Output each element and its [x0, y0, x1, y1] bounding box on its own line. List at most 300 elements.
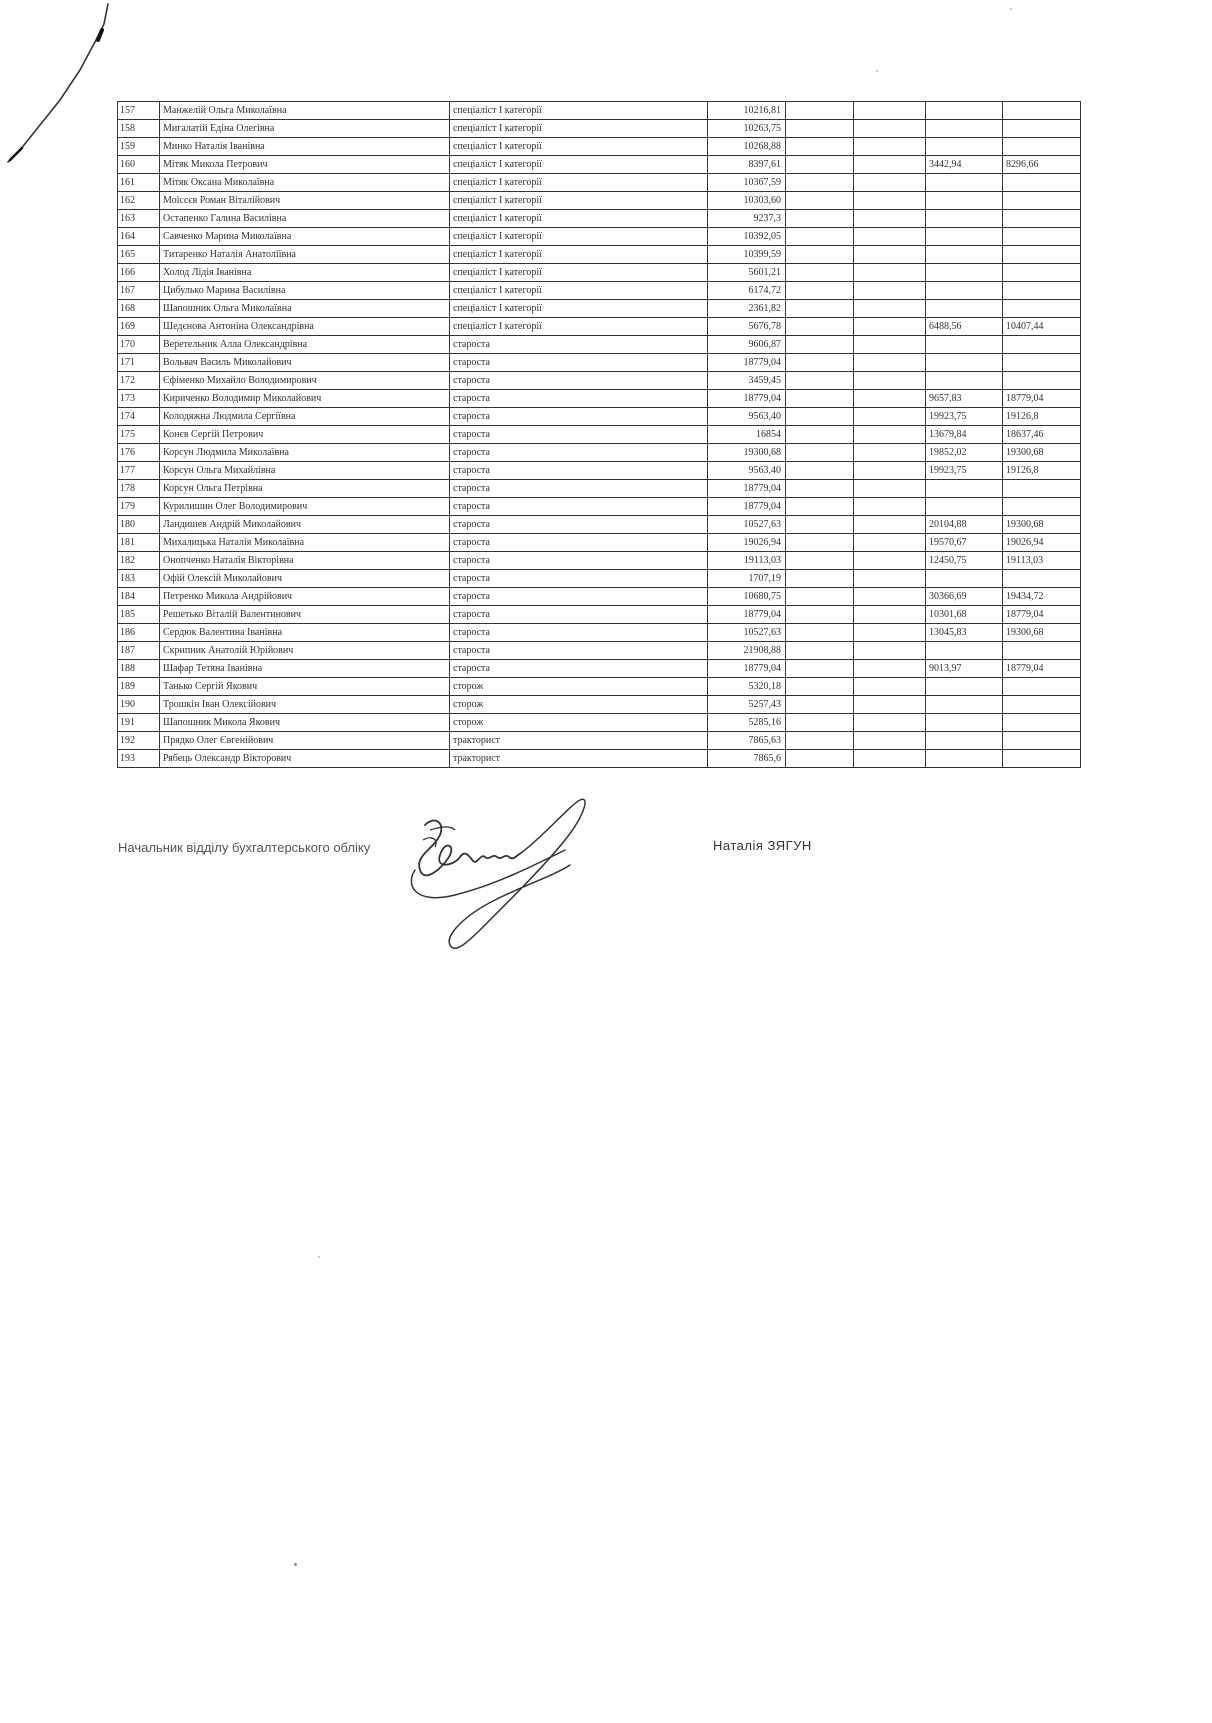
- table-row: [118, 624, 1081, 642]
- amount-cell: 10303,60: [708, 192, 786, 210]
- amount-cell: 18779,04: [708, 480, 786, 498]
- row-number: 184: [118, 588, 160, 606]
- row-number: 178: [118, 480, 160, 498]
- employee-name: Скрипник Анатолій Юрійович: [160, 642, 450, 660]
- extra-cell-4: [1003, 714, 1081, 732]
- extra-cell-3: 19570,67: [926, 534, 1003, 552]
- employee-position: спеціаліст І категорії: [450, 120, 708, 138]
- extra-cell-4: 18779,04: [1003, 660, 1081, 678]
- extra-cell-1: [786, 426, 854, 444]
- extra-cell-2: [854, 444, 926, 462]
- row-number: 189: [118, 678, 160, 696]
- extra-cell-2: [854, 570, 926, 588]
- employee-name: Титаренко Наталія Анатоліївна: [160, 246, 450, 264]
- row-number: 181: [118, 534, 160, 552]
- extra-cell-4: [1003, 246, 1081, 264]
- extra-cell-1: [786, 570, 854, 588]
- employee-position: спеціаліст І категорії: [450, 174, 708, 192]
- table-row: [118, 660, 1081, 678]
- employee-name: Корсун Людмила Миколаївна: [160, 444, 450, 462]
- extra-cell-1: [786, 120, 854, 138]
- signer-position: Начальник відділу бухгалтерського обліку: [118, 840, 371, 855]
- extra-cell-2: [854, 300, 926, 318]
- employee-position: староста: [450, 660, 708, 678]
- amount-cell: 10367,59: [708, 174, 786, 192]
- extra-cell-4: 19126,8: [1003, 408, 1081, 426]
- row-number: 170: [118, 336, 160, 354]
- employee-name: Корсун Ольга Петрівна: [160, 480, 450, 498]
- extra-cell-2: [854, 120, 926, 138]
- employee-name: Офій Олексій Миколайович: [160, 570, 450, 588]
- table-row: [118, 336, 1081, 354]
- extra-cell-4: [1003, 264, 1081, 282]
- employee-position: староста: [450, 480, 708, 498]
- table-row: [118, 714, 1081, 732]
- extra-cell-3: [926, 300, 1003, 318]
- employee-position: староста: [450, 390, 708, 408]
- extra-cell-2: [854, 318, 926, 336]
- amount-cell: 9237,3: [708, 210, 786, 228]
- employee-name: Вольвач Василь Миколайович: [160, 354, 450, 372]
- amount-cell: 21908,88: [708, 642, 786, 660]
- extra-cell-1: [786, 498, 854, 516]
- employee-position: спеціаліст І категорії: [450, 300, 708, 318]
- extra-cell-3: [926, 642, 1003, 660]
- table-row: [118, 642, 1081, 660]
- employee-position: тракторист: [450, 732, 708, 750]
- extra-cell-1: [786, 156, 854, 174]
- extra-cell-3: 30366,69: [926, 588, 1003, 606]
- employee-position: спеціаліст І категорії: [450, 246, 708, 264]
- amount-cell: 1707,19: [708, 570, 786, 588]
- extra-cell-4: [1003, 354, 1081, 372]
- extra-cell-1: [786, 606, 854, 624]
- extra-cell-3: 19923,75: [926, 462, 1003, 480]
- row-number: 158: [118, 120, 160, 138]
- extra-cell-4: [1003, 750, 1081, 768]
- table-row: [118, 750, 1081, 768]
- table-row: [118, 120, 1081, 138]
- extra-cell-4: 19300,68: [1003, 624, 1081, 642]
- employee-name: Манжелій Ольга Миколаївна: [160, 102, 450, 120]
- amount-cell: 3459,45: [708, 372, 786, 390]
- extra-cell-1: [786, 210, 854, 228]
- table-row: [118, 282, 1081, 300]
- employee-position: староста: [450, 462, 708, 480]
- extra-cell-1: [786, 192, 854, 210]
- employee-position: спеціаліст І категорії: [450, 192, 708, 210]
- extra-cell-2: [854, 354, 926, 372]
- extra-cell-1: [786, 264, 854, 282]
- amount-cell: 10399,59: [708, 246, 786, 264]
- table-row: [118, 102, 1081, 120]
- extra-cell-1: [786, 318, 854, 336]
- table-row: [118, 534, 1081, 552]
- extra-cell-3: 10301,68: [926, 606, 1003, 624]
- employee-name: Решетько Віталій Валентинович: [160, 606, 450, 624]
- amount-cell: 10527,63: [708, 624, 786, 642]
- pen-stroke-mark: [0, 0, 120, 170]
- amount-cell: 6174,72: [708, 282, 786, 300]
- extra-cell-3: [926, 246, 1003, 264]
- row-number: 157: [118, 102, 160, 120]
- employee-name: Петренко Микола Андрійович: [160, 588, 450, 606]
- extra-cell-3: [926, 354, 1003, 372]
- row-number: 163: [118, 210, 160, 228]
- employee-name: Онопченко Наталія Вікторівна: [160, 552, 450, 570]
- extra-cell-2: [854, 660, 926, 678]
- employee-position: староста: [450, 552, 708, 570]
- amount-cell: 19300,68: [708, 444, 786, 462]
- table-body: [118, 102, 1081, 768]
- extra-cell-2: [854, 534, 926, 552]
- extra-cell-2: [854, 390, 926, 408]
- extra-cell-2: [854, 552, 926, 570]
- row-number: 166: [118, 264, 160, 282]
- extra-cell-3: 12450,75: [926, 552, 1003, 570]
- extra-cell-1: [786, 696, 854, 714]
- employee-position: староста: [450, 624, 708, 642]
- extra-cell-4: 19300,68: [1003, 516, 1081, 534]
- employee-name: Шафар Тетяна Іванівна: [160, 660, 450, 678]
- employee-position: староста: [450, 606, 708, 624]
- amount-cell: 10680,75: [708, 588, 786, 606]
- extra-cell-2: [854, 516, 926, 534]
- amount-cell: 18779,04: [708, 660, 786, 678]
- employee-position: спеціаліст І категорії: [450, 264, 708, 282]
- extra-cell-4: [1003, 192, 1081, 210]
- employee-name: Холод Лідія Іванівна: [160, 264, 450, 282]
- row-number: 162: [118, 192, 160, 210]
- extra-cell-2: [854, 138, 926, 156]
- employee-name: Михалицька Наталія Миколаївна: [160, 534, 450, 552]
- row-number: 176: [118, 444, 160, 462]
- employee-position: спеціаліст І категорії: [450, 210, 708, 228]
- extra-cell-4: [1003, 372, 1081, 390]
- table-row: [118, 696, 1081, 714]
- extra-cell-3: 20104,88: [926, 516, 1003, 534]
- employee-name: Савченко Марина Миколаївна: [160, 228, 450, 246]
- extra-cell-4: [1003, 138, 1081, 156]
- employee-name: Шапошник Ольга Миколаївна: [160, 300, 450, 318]
- amount-cell: 5676,78: [708, 318, 786, 336]
- row-number: 169: [118, 318, 160, 336]
- row-number: 182: [118, 552, 160, 570]
- amount-cell: 10527,63: [708, 516, 786, 534]
- extra-cell-4: 18637,46: [1003, 426, 1081, 444]
- extra-cell-2: [854, 282, 926, 300]
- extra-cell-3: [926, 372, 1003, 390]
- extra-cell-1: [786, 372, 854, 390]
- employee-position: спеціаліст І категорії: [450, 318, 708, 336]
- employee-name: Колодяжна Людмила Сергіївна: [160, 408, 450, 426]
- extra-cell-3: [926, 678, 1003, 696]
- extra-cell-4: 19434,72: [1003, 588, 1081, 606]
- extra-cell-4: [1003, 300, 1081, 318]
- employee-name: Танько Сергій Якович: [160, 678, 450, 696]
- extra-cell-4: [1003, 282, 1081, 300]
- extra-cell-3: [926, 264, 1003, 282]
- employee-position: спеціаліст І категорії: [450, 282, 708, 300]
- extra-cell-3: [926, 174, 1003, 192]
- employee-name: Остапенко Галина Василівна: [160, 210, 450, 228]
- amount-cell: 19113,03: [708, 552, 786, 570]
- scan-speck: [876, 70, 878, 72]
- employee-name: Моіссєв Роман Віталійович: [160, 192, 450, 210]
- amount-cell: 8397,61: [708, 156, 786, 174]
- extra-cell-3: [926, 480, 1003, 498]
- row-number: 185: [118, 606, 160, 624]
- row-number: 165: [118, 246, 160, 264]
- row-number: 159: [118, 138, 160, 156]
- amount-cell: 5320,18: [708, 678, 786, 696]
- extra-cell-2: [854, 714, 926, 732]
- amount-cell: 5257,43: [708, 696, 786, 714]
- extra-cell-2: [854, 498, 926, 516]
- table-row: [118, 156, 1081, 174]
- scan-speck: [318, 1256, 320, 1258]
- table-row: [118, 192, 1081, 210]
- employee-position: староста: [450, 588, 708, 606]
- employee-name: Кириченко Володимир Миколайович: [160, 390, 450, 408]
- extra-cell-4: 19113,03: [1003, 552, 1081, 570]
- extra-cell-3: [926, 714, 1003, 732]
- employee-name: Сердюк Валентина Іванівна: [160, 624, 450, 642]
- extra-cell-4: [1003, 210, 1081, 228]
- employee-position: спеціаліст І категорії: [450, 138, 708, 156]
- extra-cell-2: [854, 678, 926, 696]
- extra-cell-1: [786, 552, 854, 570]
- employee-name: Трошкін Іван Олексійович: [160, 696, 450, 714]
- employee-name: Ландишев Андрій Миколайович: [160, 516, 450, 534]
- employee-name: Прядко Олег Євгенійович: [160, 732, 450, 750]
- payroll-table: [117, 101, 1081, 768]
- row-number: 183: [118, 570, 160, 588]
- extra-cell-1: [786, 228, 854, 246]
- row-number: 179: [118, 498, 160, 516]
- extra-cell-4: 19126,8: [1003, 462, 1081, 480]
- table-row: [118, 588, 1081, 606]
- table-row: [118, 354, 1081, 372]
- extra-cell-3: 13679,84: [926, 426, 1003, 444]
- extra-cell-3: 6488,56: [926, 318, 1003, 336]
- row-number: 171: [118, 354, 160, 372]
- amount-cell: 18779,04: [708, 606, 786, 624]
- table-row: [118, 570, 1081, 588]
- extra-cell-3: [926, 732, 1003, 750]
- employee-name: Курилишин Олег Володимирович: [160, 498, 450, 516]
- extra-cell-1: [786, 336, 854, 354]
- row-number: 172: [118, 372, 160, 390]
- row-number: 160: [118, 156, 160, 174]
- extra-cell-3: 19923,75: [926, 408, 1003, 426]
- amount-cell: 9563,40: [708, 408, 786, 426]
- extra-cell-4: [1003, 570, 1081, 588]
- table-row: [118, 606, 1081, 624]
- table-row: [118, 480, 1081, 498]
- table-row: [118, 552, 1081, 570]
- employee-position: староста: [450, 444, 708, 462]
- amount-cell: 10263,75: [708, 120, 786, 138]
- table-row: [118, 732, 1081, 750]
- extra-cell-3: 9013,97: [926, 660, 1003, 678]
- row-number: 175: [118, 426, 160, 444]
- extra-cell-1: [786, 660, 854, 678]
- row-number: 188: [118, 660, 160, 678]
- scan-speck: [1010, 8, 1012, 10]
- extra-cell-3: [926, 228, 1003, 246]
- employee-position: спеціаліст І категорії: [450, 102, 708, 120]
- extra-cell-1: [786, 138, 854, 156]
- extra-cell-3: [926, 750, 1003, 768]
- table-row: [118, 318, 1081, 336]
- extra-cell-1: [786, 102, 854, 120]
- employee-name: Мітяк Оксана Миколаївна: [160, 174, 450, 192]
- employee-position: староста: [450, 336, 708, 354]
- table-row: [118, 246, 1081, 264]
- extra-cell-2: [854, 408, 926, 426]
- extra-cell-1: [786, 408, 854, 426]
- extra-cell-4: [1003, 732, 1081, 750]
- scan-speck: [294, 1563, 297, 1566]
- extra-cell-2: [854, 642, 926, 660]
- employee-position: староста: [450, 498, 708, 516]
- extra-cell-4: [1003, 678, 1081, 696]
- row-number: 161: [118, 174, 160, 192]
- extra-cell-3: [926, 696, 1003, 714]
- employee-position: тракторист: [450, 750, 708, 768]
- employee-position: староста: [450, 642, 708, 660]
- employee-position: спеціаліст І категорії: [450, 156, 708, 174]
- extra-cell-4: [1003, 174, 1081, 192]
- amount-cell: 9563,40: [708, 462, 786, 480]
- extra-cell-2: [854, 192, 926, 210]
- extra-cell-1: [786, 534, 854, 552]
- employee-position: сторож: [450, 678, 708, 696]
- extra-cell-2: [854, 246, 926, 264]
- extra-cell-2: [854, 696, 926, 714]
- extra-cell-2: [854, 264, 926, 282]
- extra-cell-3: [926, 498, 1003, 516]
- extra-cell-4: 19300,68: [1003, 444, 1081, 462]
- extra-cell-1: [786, 354, 854, 372]
- amount-cell: 10216,81: [708, 102, 786, 120]
- employee-position: староста: [450, 516, 708, 534]
- extra-cell-1: [786, 732, 854, 750]
- row-number: 190: [118, 696, 160, 714]
- row-number: 177: [118, 462, 160, 480]
- table-row: [118, 372, 1081, 390]
- extra-cell-3: [926, 138, 1003, 156]
- table-row: [118, 678, 1081, 696]
- row-number: 180: [118, 516, 160, 534]
- amount-cell: 19026,94: [708, 534, 786, 552]
- signer-name: Наталія ЗЯГУН: [713, 838, 812, 853]
- amount-cell: 5285,16: [708, 714, 786, 732]
- table-row: [118, 498, 1081, 516]
- row-number: 192: [118, 732, 160, 750]
- extra-cell-4: [1003, 102, 1081, 120]
- amount-cell: 16854: [708, 426, 786, 444]
- employee-name: Конєв Сергій Петрович: [160, 426, 450, 444]
- extra-cell-2: [854, 732, 926, 750]
- extra-cell-3: [926, 120, 1003, 138]
- row-number: 193: [118, 750, 160, 768]
- extra-cell-4: 18779,04: [1003, 606, 1081, 624]
- extra-cell-1: [786, 480, 854, 498]
- extra-cell-3: [926, 570, 1003, 588]
- extra-cell-1: [786, 750, 854, 768]
- employee-name: Цибулько Марина Василівна: [160, 282, 450, 300]
- extra-cell-3: [926, 192, 1003, 210]
- table-row: [118, 210, 1081, 228]
- extra-cell-3: 9657,83: [926, 390, 1003, 408]
- extra-cell-4: [1003, 642, 1081, 660]
- amount-cell: 7865,63: [708, 732, 786, 750]
- employee-name: Єфіменко Михайло Володимирович: [160, 372, 450, 390]
- extra-cell-1: [786, 678, 854, 696]
- extra-cell-3: [926, 210, 1003, 228]
- employee-position: сторож: [450, 714, 708, 732]
- table-row: [118, 138, 1081, 156]
- row-number: 173: [118, 390, 160, 408]
- table-row: [118, 444, 1081, 462]
- extra-cell-3: [926, 336, 1003, 354]
- amount-cell: 18779,04: [708, 390, 786, 408]
- employee-position: староста: [450, 534, 708, 552]
- employee-name: Шапошник Микола Якович: [160, 714, 450, 732]
- extra-cell-4: [1003, 498, 1081, 516]
- extra-cell-3: 3442,94: [926, 156, 1003, 174]
- employee-name: Мигалатій Едіна Олегівна: [160, 120, 450, 138]
- employee-position: староста: [450, 570, 708, 588]
- extra-cell-2: [854, 174, 926, 192]
- extra-cell-1: [786, 444, 854, 462]
- employee-name: Рябець Олександр Вікторович: [160, 750, 450, 768]
- extra-cell-4: [1003, 228, 1081, 246]
- extra-cell-1: [786, 390, 854, 408]
- row-number: 167: [118, 282, 160, 300]
- table-row: [118, 426, 1081, 444]
- extra-cell-2: [854, 750, 926, 768]
- extra-cell-2: [854, 210, 926, 228]
- extra-cell-4: 19026,94: [1003, 534, 1081, 552]
- amount-cell: 2361,82: [708, 300, 786, 318]
- table-row: [118, 516, 1081, 534]
- extra-cell-4: [1003, 696, 1081, 714]
- extra-cell-4: 8296,66: [1003, 156, 1081, 174]
- row-number: 187: [118, 642, 160, 660]
- extra-cell-2: [854, 606, 926, 624]
- extra-cell-4: [1003, 480, 1081, 498]
- amount-cell: 18779,04: [708, 354, 786, 372]
- employee-name: Веретельник Алла Олександрівна: [160, 336, 450, 354]
- amount-cell: 10392,05: [708, 228, 786, 246]
- extra-cell-2: [854, 336, 926, 354]
- amount-cell: 18779,04: [708, 498, 786, 516]
- extra-cell-3: [926, 102, 1003, 120]
- extra-cell-2: [854, 624, 926, 642]
- extra-cell-1: [786, 246, 854, 264]
- row-number: 174: [118, 408, 160, 426]
- extra-cell-4: [1003, 336, 1081, 354]
- employee-position: спеціаліст І категорії: [450, 228, 708, 246]
- extra-cell-1: [786, 588, 854, 606]
- extra-cell-2: [854, 462, 926, 480]
- handwritten-signature: [395, 795, 625, 955]
- table-row: [118, 228, 1081, 246]
- extra-cell-1: [786, 516, 854, 534]
